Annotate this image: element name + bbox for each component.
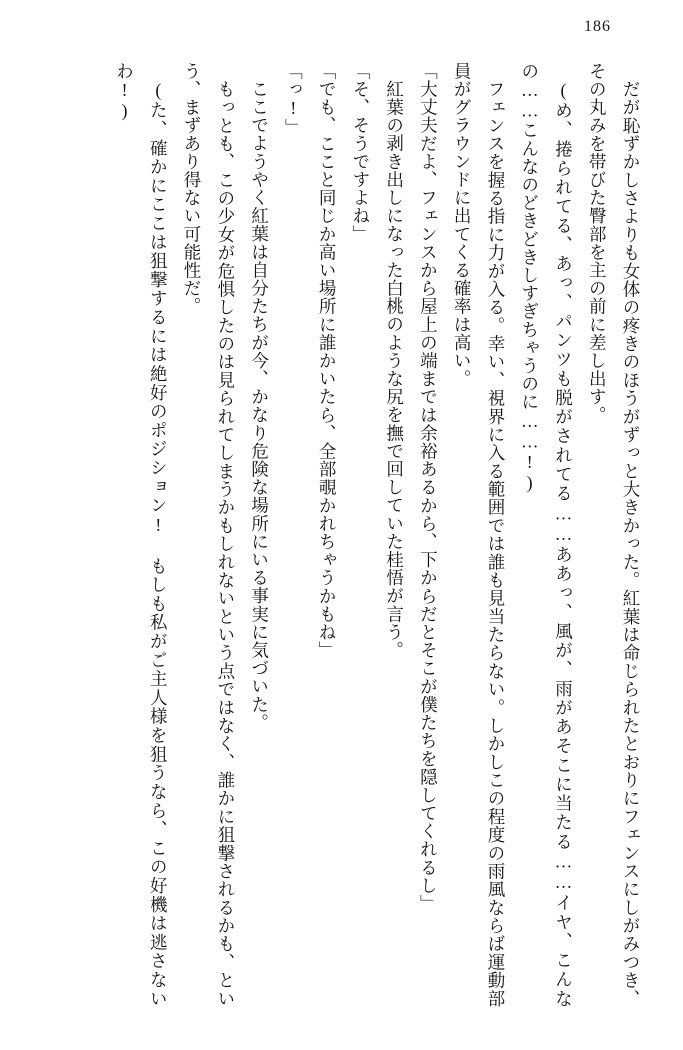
paragraph: (め、捲られてる、あっ、パンツも脱がされてる……ああっ、風が、雨があそこに当たる……イヤ、こんなの……こんなのどきどきしすぎちゃうのに……!) (519, 62, 574, 1007)
paragraph: フェンスを握る指に力が入る。幸い、視界に入る範囲では誰も見当たらない。しかしこの程度の雨風ならば運動部員がグラウンドに出てくる確率は高い。 (452, 62, 506, 1007)
paragraph: だが恥ずかしさよりも女体の疼きのほうがずっと大きかった。紅葉は命じられたとおりにフェンスにしがみつき、その丸みを帯びた臀部を主の前に差し出す。 (587, 62, 641, 1007)
paragraph: 「っ!」 (283, 62, 304, 137)
paragraph: 「でも、ここと同じか高い場所に誰かいたら、全部覗かれちゃうかもね」 (317, 62, 338, 660)
paragraph: もっとも、この少女が危惧したのは見られてしまうかもしれないという点ではなく、誰かに狙撃されるかも、という、まずあり得ない可能性だ。 (182, 62, 236, 1007)
paragraph: (た、確かにここは狙撃するには絶好のポジション! もしも私がご主人様を狙うなら、この好機は逃さないわ!) (114, 62, 169, 1007)
paragraph: 「そ、そうですよね」 (350, 62, 371, 243)
paragraph: ここでようやく紅葉は自分たちが今、かなり危険な場所にいる事実に気づいた。 (249, 79, 270, 732)
paragraph: 「大丈夫だよ、フェンスから屋上の端までは余裕あるから、下からだとそこが僕たちを隠してくれるし」 (418, 62, 439, 913)
paragraph: 紅葉の剥き出しになった白桃のような尻を撫で回していた桂悟が言う。 (384, 79, 405, 659)
page-number: 186 (584, 18, 611, 35)
page-text-body (40, 62, 647, 1007)
